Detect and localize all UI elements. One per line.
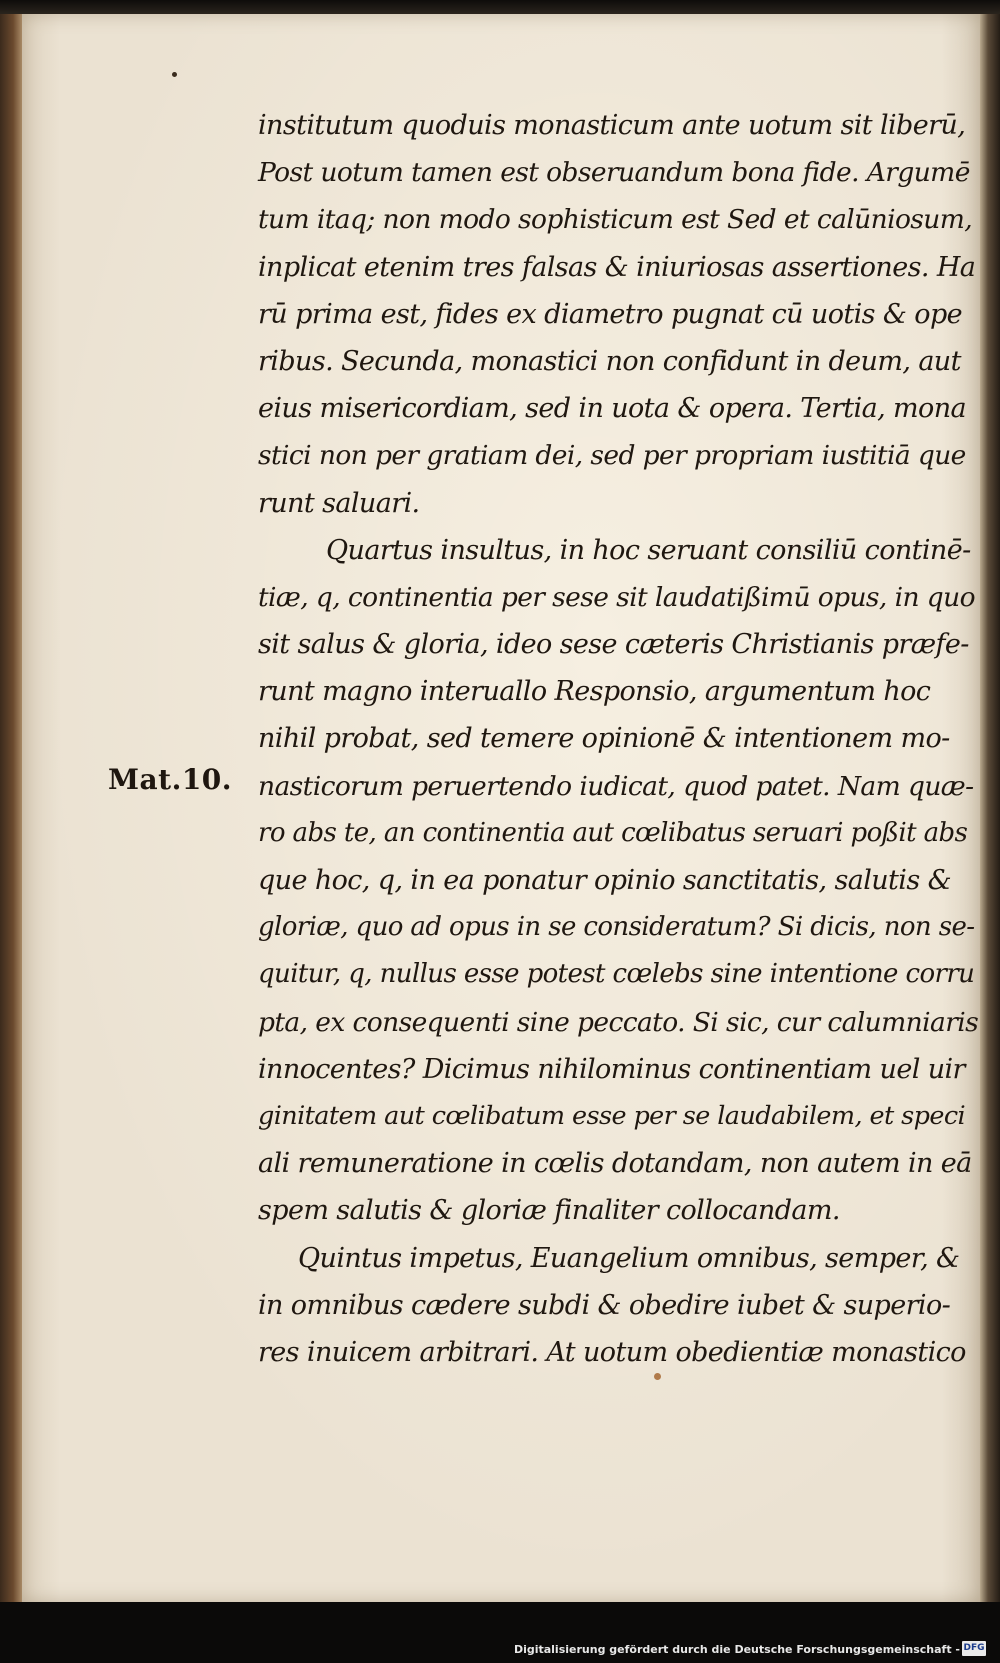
text-line: nihil probat, sed temere opinionē & intentionem mo- xyxy=(258,723,950,755)
page-speck xyxy=(172,72,177,77)
text-line: pta, ex consequenti sine peccato. Si sic, cur calumniaris xyxy=(258,1006,979,1038)
text-line: tiæ, q, continentia per sese sit laudatißimū opus, in quo xyxy=(258,581,975,613)
text-line: quitur, q, nullus esse potest cœlebs sine intentione corru xyxy=(258,959,975,990)
text-line: gloriæ, quo ad opus in se consideratum? Si dicis, non se- xyxy=(258,912,975,943)
text-line: innocentes? Dicimus nihilominus continentiam uel uir xyxy=(258,1053,965,1085)
text-line: ginitatem aut cœlibatum esse per se laudabilem, et speci xyxy=(258,1100,966,1131)
text-line: tum itaq; non modo sophisticum est Sed et calūniosum, xyxy=(258,204,973,236)
text-line: rū prima est, fides ex diametro pugnat cū uotis & ope xyxy=(258,298,963,330)
text-line: inplicat etenim tres falsas & iniuriosas assertiones. Ha xyxy=(258,251,976,283)
digitization-credit: Digitalisierung gefördert durch die Deutsche Forschungsgemeinschaft - xyxy=(513,1643,960,1656)
text-line: ribus. Secunda, monastici non confidunt in deum, aut xyxy=(258,345,961,377)
text-line: que hoc, q, in ea ponatur opinio sanctitatis, salutis & xyxy=(258,865,952,896)
paragraph-start-line: Quartus insultus, in hoc seruant consiliū continē- xyxy=(326,534,971,566)
body-text xyxy=(258,102,978,1376)
page-edge xyxy=(980,14,1000,1602)
text-line: runt saluari. xyxy=(258,487,420,519)
text-line: runt magno interuallo Responsio, argumentum hoc xyxy=(258,676,931,708)
scan-top-shadow xyxy=(0,0,1000,14)
text-line: Post uotum tamen est obseruandum bona fide. Argumē xyxy=(258,157,970,189)
marginal-note: Mat.10. xyxy=(108,763,233,796)
text-line: nasticorum peruertendo iudicat, quod patet. Nam quæ- xyxy=(258,770,974,802)
text-line: spem salutis & gloriæ finaliter collocandam. xyxy=(258,1195,840,1227)
text-line: in omnibus cædere subdi & obedire iubet & superio- xyxy=(258,1289,951,1321)
text-line: sit salus & gloria, ideo sese cæteris Christianis præfe- xyxy=(258,629,969,661)
text-line: res inuicem arbitrari. At uotum obedientiæ monastico xyxy=(258,1336,966,1368)
dfg-logo-icon: DFG xyxy=(962,1641,986,1656)
book-gutter xyxy=(0,14,22,1602)
text-line: ali remuneratione in cœlis dotandam, non autem in eā xyxy=(258,1148,972,1180)
paragraph-start-line: Quintus impetus, Euangelium omnibus, semper, & xyxy=(298,1242,960,1274)
text-line: institutum quoduis monasticum ante uotum sit liberū, xyxy=(258,110,966,141)
text-line: eius misericordiam, sed in uota & opera. Tertia, mona xyxy=(258,393,966,425)
text-line: stici non per gratiam dei, sed per propriam iustitiā que xyxy=(258,440,966,472)
text-line: ro abs te, an continentia aut cœlibatus seruari poßit abs xyxy=(258,817,968,848)
